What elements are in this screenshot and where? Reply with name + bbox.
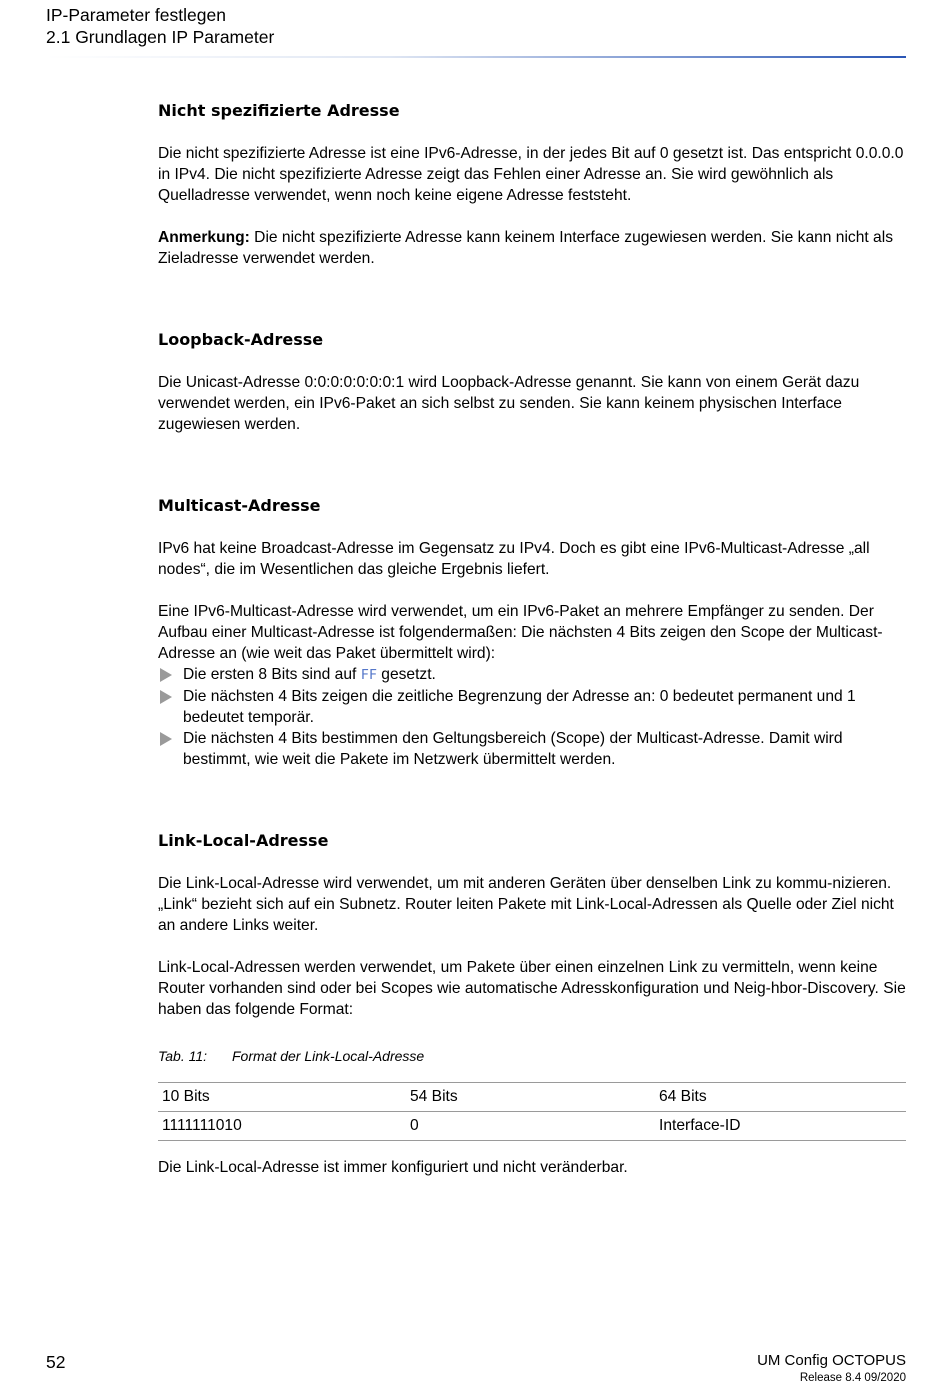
link-local-format-table (158, 1082, 906, 1141)
document-title: UM Config OCTOPUS (757, 1352, 906, 1369)
heading-multicast-address: Multicast-Adresse (158, 496, 321, 515)
table-cell: 10 Bits (158, 1083, 406, 1112)
table-cell: Interface-ID (655, 1112, 906, 1141)
section-unspecified-address (158, 100, 906, 269)
table-cell: 1111111010 (158, 1112, 406, 1141)
table-cell: 0 (406, 1112, 655, 1141)
release-info: Release 8.4 09/2020 (799, 1372, 906, 1384)
table-caption (158, 1046, 906, 1066)
section-title: 2.1 Grundlagen IP Parameter (46, 27, 275, 47)
footer-info (757, 1351, 906, 1386)
note-paragraph (158, 227, 906, 269)
caption-text: Format der Link-Local-Adresse (232, 1048, 425, 1064)
list-item (158, 686, 906, 728)
page-content (158, 100, 906, 1178)
table-cell: 54 Bits (406, 1083, 655, 1112)
note-label: Anmerkung: (158, 229, 250, 246)
page-number: 52 (46, 1352, 66, 1372)
paragraph: Die nicht spezifizierte Adresse ist eine IPv6-Adresse, in der jedes Bit auf 0 gesetzt ist. Das entspricht 0.0.0.0 in IPv4. Die nicht spezifizierte Adresse zeigt das Fehlen einer Adresse an. Sie wird gewöhnlich als Quelladresse verwendet, wenn noch keine eigene Adresse feststeht. (158, 145, 904, 204)
running-header (46, 4, 274, 48)
list-item (158, 664, 906, 686)
table-row (158, 1112, 906, 1141)
paragraph: Eine IPv6-Multicast-Adresse wird verwendet, um ein IPv6-Paket an mehrere Empfänger zu senden. Der Aufbau einer Multicast-Adresse ist folgendermaßen: Die nächsten 4 Bits zeigen den Scope der Multicast-Adresse an (wie weit das Paket übermittelt wird): (158, 603, 883, 662)
table-header-row (158, 1083, 906, 1112)
section-loopback-address (158, 329, 906, 435)
chapter-title: IP-Parameter festlegen (46, 5, 226, 25)
table-cell: 64 Bits (655, 1083, 906, 1112)
triangle-bullet-icon (160, 690, 172, 704)
caption-number: Tab. 11: (158, 1048, 208, 1064)
bullet-text: Die nächsten 4 Bits bestimmen den Geltungsbereich (Scope) der Multicast-Adresse. Damit wird bestimmt, wie weit die Pakete im Netzwerk übermittelt werden. (183, 730, 843, 768)
section-multicast-address (158, 495, 906, 770)
heading-unspecified-address: Nicht spezifizierte Adresse (158, 101, 400, 120)
bullet-text: gesetzt. (376, 666, 436, 683)
bullet-text: Die ersten 8 Bits sind auf (183, 666, 361, 683)
header-rule (46, 56, 906, 58)
paragraph: Die Link-Local-Adresse ist immer konfiguriert und nicht veränderbar. (158, 1159, 628, 1176)
heading-loopback-address: Loopback-Adresse (158, 330, 324, 349)
bullet-text: Die nächsten 4 Bits zeigen die zeitliche Begrenzung der Adresse an: 0 bedeutet permanent und 1 bedeutet temporär. (183, 688, 856, 726)
bullet-list (158, 664, 906, 770)
paragraph: Die Unicast-Adresse 0:0:0:0:0:0:0:1 wird Loopback-Adresse genannt. Sie kann von einem Gerät dazu verwendet werden, ein IPv6-Paket an sich selbst zu senden. Sie kann keinem physischen Interface zugewiesen werden. (158, 374, 860, 433)
paragraph: Die Link-Local-Adresse wird verwendet, um mit anderen Geräten über denselben Link zu kommu-nizieren. „Link“ bezieht sich auf ein Subnetz. Router leiten Pakete mit Link-Local-Adressen als Quelle oder Ziel nicht an andere Links weiter. (158, 875, 894, 934)
heading-link-local-address: Link-Local-Adresse (158, 831, 329, 850)
list-item (158, 728, 906, 770)
note-text: Die nicht spezifizierte Adresse kann keinem Interface zugewiesen werden. Sie kann nicht als Zieladresse verwendet werden. (158, 229, 893, 267)
paragraph: IPv6 hat keine Broadcast-Adresse im Gegensatz zu IPv4. Doch es gibt eine IPv6-Multicast-Adresse „all nodes“, die im Wesentlichen das gleiche Ergebnis liefert. (158, 540, 870, 578)
triangle-bullet-icon (160, 668, 172, 682)
section-link-local-address (158, 830, 906, 1178)
code-ff: FF (360, 667, 377, 683)
triangle-bullet-icon (160, 732, 172, 746)
paragraph: Link-Local-Adressen werden verwendet, um Pakete über einen einzelnen Link zu vermitteln, wenn keine Router vorhanden sind oder bei Scopes wie automatische Adresskonfiguration und Neig-hbor-Discovery. Sie haben das folgende Format: (158, 959, 906, 1018)
